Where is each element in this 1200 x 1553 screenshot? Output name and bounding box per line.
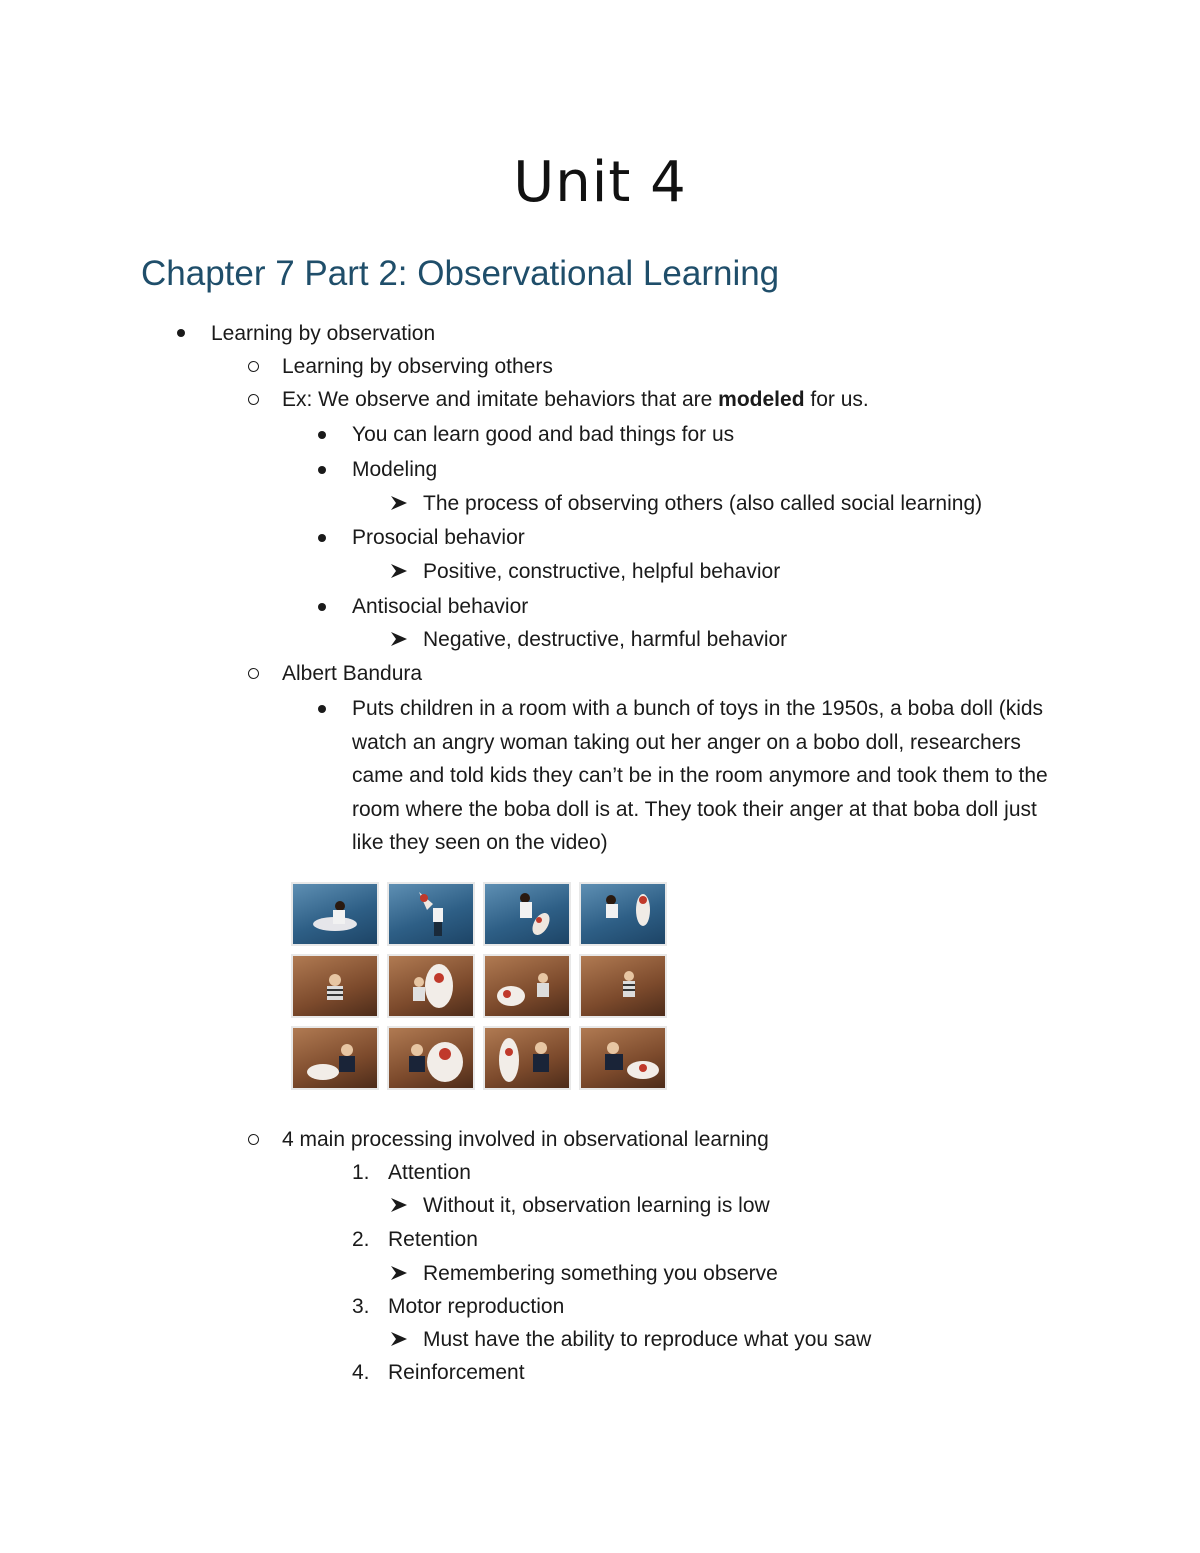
list-item: Reinforcement [388, 1361, 525, 1384]
photo [483, 954, 571, 1018]
photo [579, 1026, 667, 1090]
page-title: Unit 4 [513, 150, 687, 215]
circle-bullet-icon [248, 394, 259, 405]
list-item: Modeling [352, 458, 438, 481]
photo [387, 1026, 475, 1090]
list-item: Attention [388, 1161, 471, 1184]
text-segment: Ex: We observe and imitate behaviors that are [282, 388, 719, 411]
bullet-icon [318, 431, 326, 439]
circle-bullet-icon [248, 361, 259, 372]
list-item: Albert Bandura [282, 662, 423, 685]
list-item: Remembering something you observe [423, 1262, 778, 1285]
photo [291, 882, 379, 946]
bullet-icon [318, 466, 326, 474]
arrow-bullet-icon [390, 563, 408, 579]
bullet-icon [318, 705, 326, 713]
bullet-icon [318, 534, 326, 542]
list-item: Must have the ability to reproduce what you saw [423, 1328, 872, 1351]
text-segment: for us. [804, 388, 869, 411]
arrow-bullet-icon [390, 495, 408, 511]
bullet-icon [177, 329, 185, 337]
photo [387, 882, 475, 946]
paragraph: Puts children in a room with a bunch of toys in the 1950s, a boba doll (kids watch an angry woman taking out her anger on a bobo doll, researchers came and told kids they can’t be in the room anymore and took them to the room where the boba doll is at. They took their anger at that boba doll just like they seen on the video) [352, 697, 1048, 854]
photo [579, 882, 667, 946]
circle-bullet-icon [248, 668, 259, 679]
photo [483, 882, 571, 946]
list-number: 3. [352, 1295, 370, 1318]
list-number: 4. [352, 1361, 370, 1384]
list-item: Prosocial behavior [352, 526, 525, 549]
photo [291, 1026, 379, 1090]
bold-term: modeled [718, 388, 805, 411]
list-item [282, 383, 869, 416]
list-item: Learning by observing others [282, 355, 553, 378]
list-item: Negative, destructive, harmful behavior [423, 628, 788, 651]
list-item: Learning by observation [211, 322, 436, 345]
bobo-doll-photo-grid [291, 882, 668, 1094]
list-item: The process of observing others (also called social learning) [423, 492, 983, 515]
arrow-bullet-icon [390, 1331, 408, 1347]
arrow-bullet-icon [390, 631, 408, 647]
circle-bullet-icon [248, 1134, 259, 1145]
list-item: Motor reproduction [388, 1295, 565, 1318]
list-item: Without it, observation learning is low [423, 1194, 770, 1217]
photo [387, 954, 475, 1018]
photo [483, 1026, 571, 1090]
list-item: Antisocial behavior [352, 595, 529, 618]
chapter-heading: Chapter 7 Part 2: Observational Learning [141, 254, 780, 293]
arrow-bullet-icon [390, 1265, 408, 1281]
photo [579, 954, 667, 1018]
photo [291, 954, 379, 1018]
list-item: Positive, constructive, helpful behavior [423, 560, 781, 583]
list-item: 4 main processing involved in observational learning [282, 1128, 769, 1151]
list-item: You can learn good and bad things for us [352, 423, 735, 446]
list-item: Retention [388, 1228, 478, 1251]
bullet-icon [318, 603, 326, 611]
arrow-bullet-icon [390, 1197, 408, 1213]
list-number: 1. [352, 1161, 370, 1184]
list-number: 2. [352, 1228, 370, 1251]
